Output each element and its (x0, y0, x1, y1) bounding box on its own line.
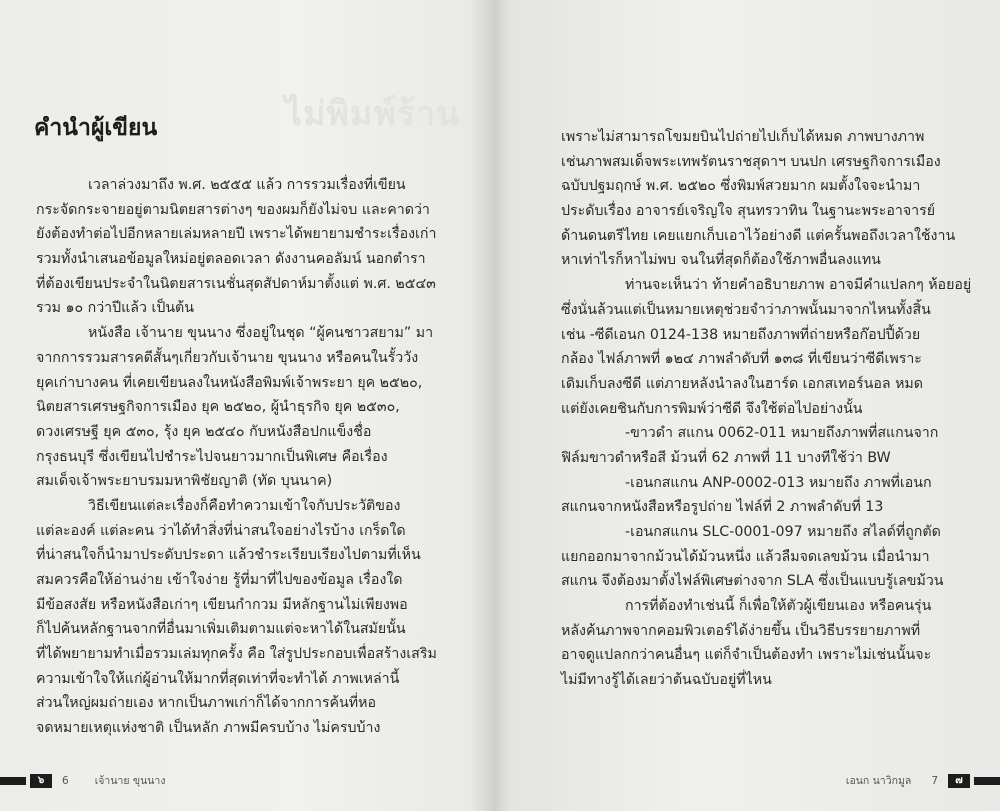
text-line: ไม่มีทางรู้ได้เลยว่าต้นฉบับอยู่ที่ไหน (561, 672, 772, 689)
text-line: รวมทั้งนำเสนอข้อมูลใหม่อยู่ตลอดเวลา ดังงานคอลัมน์ นอกตำรา (36, 251, 426, 268)
text-line: ฉบับปฐมฤกษ์ พ.ศ. ๒๕๒๐ ซึ่งพิมพ์สวยมาก ผมตั้งใจจะนำมา (561, 178, 921, 195)
text-line: สมควรคือให้อ่านง่าย เข้าใจง่าย รู้ที่มาที่ไปของข้อมูล เรื่องใด (36, 572, 403, 588)
page-number: 7 (931, 774, 938, 787)
text-line: รวม ๑๐ กว่าปีแล้ว เป็นต้น (36, 300, 194, 317)
text-line: ยังต้องทำต่อไปอีกหลายเล่มหลายปี เพราะได้พยายามชำระเรื่องเก่า (36, 226, 437, 243)
text-line: ความเข้าใจให้แก่ผู้อ่านให้มากที่สุดเท่าที่จะทำได้ ภาพเหล่านี้ (36, 670, 400, 687)
text-line: กล้อง ไฟล์ภาพที่ ๑๒๔ ภาพลำดับที่ ๑๓๘ ที่เขียนว่าซีดีเพราะ (561, 351, 922, 368)
text-line: ซึ่งนั่นล้วนแต่เป็นหมายเหตุช่วยจำว่าภาพนั้นมาจากไหนทั้งสิ้น (561, 301, 931, 318)
text-line: แต่ยังเคยชินกับการพิมพ์ว่าซีดี จึงใช้ต่อไปอย่างนั้น (561, 400, 863, 417)
running-author: เอนก นาวิกมูล (845, 775, 912, 787)
page-title: คำนำผู้เขียน (34, 115, 158, 141)
text-line: สแกนจากหนังสือหรือรูปถ่าย ไฟล์ที่ 2 ภาพลำดับที่ 13 (561, 499, 884, 516)
right-page (505, 0, 1000, 811)
text-line: ที่ได้พยายามทำเมื่อรวมเล่มทุกครั้ง คือ ใส่รูปประกอบเพื่อสร้างเสริม (36, 646, 437, 663)
text-line: การที่ต้องทำเช่นนี้ ก็เพื่อให้ตัวผู้เขียนเอง หรือคนรุ่น (625, 598, 932, 615)
text-line: เพราะไม่สามารถโขมยบินไปถ่ายไปเก็บได้หมด ภาพบางภาพ (561, 129, 925, 145)
left-body-text (36, 173, 437, 741)
text-line: ด้านดนตรีไทย เคยแยกเก็บเอาไว้อย่างดี แต่ครั้นพอถึงเวลาใช้งาน (561, 227, 956, 244)
text-line: ส่วนใหญ่ผมถ่ายเอง หากเป็นภาพเก่าก็ได้จากการค้นที่หอ (36, 695, 376, 712)
page-number-thai: ๖ (30, 774, 52, 788)
text-line: สแกน จึงต้องมาตั้งไฟล์พิเศษต่างจาก SLA ซึ่งเป็นแบบรู้เลขม้วน (561, 573, 944, 590)
text-line: วิธีเขียนแต่ละเรื่องก็คือทำความเข้าใจกับประวัติของ (88, 497, 401, 514)
text-line: จดหมายเหตุแห่งชาติ เป็นหลัก ภาพมีครบบ้าง ไม่ครบบ้าง (36, 720, 381, 737)
text-line: ท่านจะเห็นว่า ท้ายคำอธิบายภาพ อาจมีคำแปลกๆ ห้อยอยู่ (625, 277, 972, 294)
text-line: ที่น่าสนใจก็นำมาประดับประดา แล้วชำระเรียบเรียงไปตามที่เห็น (36, 547, 421, 564)
footer-bar (974, 777, 1000, 785)
text-line: เวลาล่วงมาถึง พ.ศ. ๒๕๕๕ แล้ว การรวมเรื่องที่เขียน (88, 177, 406, 193)
text-line: -เอนกสแกน SLC-0001-097 หมายถึง สไลด์ที่ถูกตัด (625, 524, 941, 540)
page-number-thai: ๗ (948, 774, 970, 788)
text-line: อาจดูแปลกกว่าคนอื่นๆ แต่ก็จำเป็นต้องทำ เพราะไม่เช่นนั้นจะ (561, 647, 932, 664)
text-line: กรุงธนบุรี ซึ่งเขียนไปชำระไปจนยาวมากเป็นพิเศษ คือเรื่อง (36, 448, 388, 465)
page-number: 6 (62, 774, 69, 787)
text-line: ฟิล์มขาวดำหรือสี ม้วนที่ 62 ภาพที่ 11 บางทีใช้ว่า BW (561, 449, 891, 466)
left-footer (0, 772, 179, 789)
text-line: กระจัดกระจายอยู่ตามนิตยสารต่างๆ ของผมก็ยังไม่จบ และคาดว่า (36, 201, 430, 218)
text-line: เดิมเก็บลงซีดี แต่ภายหลังนำลงในฮาร์ด เอกสเทอร์นอล หมด (561, 375, 923, 392)
text-line: ประดับเรื่อง อาจารย์เจริญใจ สุนทรวาทิน ในฐานะพระอาจารย์ (561, 203, 936, 220)
text-line: มีข้อสงสัย หรือหนังสือเก่าๆ เขียนกำกวม มีหลักฐานไม่เพียงพอ (36, 596, 408, 613)
text-line: แยกออกมาจากม้วนได้ม้วนหนึ่ง แล้วลืมจดเลขม้วน เมื่อนำมา (561, 548, 930, 565)
text-line: หนังสือ เจ้านาย ขุนนาง ซึ่งอยู่ในชุด “ผู้คนชาวสยาม” มา (88, 325, 434, 342)
text-line: ก็ไปค้นหลักฐานจากที่อื่นมาเพิ่มเติมตามแต่จะหาได้ในสมัยนั้น (36, 621, 406, 638)
text-line: -ขาวดำ สแกน 0062-011 หมายถึงภาพที่สแกนจาก (625, 425, 939, 442)
text-line: นิตยสารเศรษฐกิจการเมือง ยุค ๒๕๒๐, ผู้นำธุรกิจ ยุค ๒๕๓๐, (36, 399, 400, 416)
text-line: แต่ละองค์ แต่ละคน ว่าได้ทำสิ่งที่น่าสนใจอย่างไรบ้าง เกร็ดใด (36, 522, 406, 539)
text-line: สมเด็จเจ้าพระยาบรมมหาพิชัยญาติ (ทัด บุนนาค) (36, 473, 333, 490)
text-line: -เอนกสแกน ANP-0002-013 หมายถึง ภาพที่เอนก (625, 474, 932, 491)
text-line: หาเท่าไรก็หาไม่พบ จนในที่สุดก็ต้องใช้ภาพอื่นลงแทน (561, 252, 881, 269)
right-body-text (561, 125, 971, 693)
show-through-title: ไม่พิมพ์ร้าน (285, 94, 461, 134)
left-page (0, 0, 490, 811)
text-line: หลังค้นภาพจากคอมพิวเตอร์ได้ง่ายขึ้น เป็นวิธีบรรยายภาพที่ (561, 622, 921, 639)
text-line: ที่ต้องเขียนประจำในนิตยสารเนชั่นสุดสัปดาห์มาตั้งแต่ พ.ศ. ๒๕๔๓ (36, 275, 436, 292)
text-line: ดวงเศรษฐี ยุค ๕๓๐, รุ้ง ยุค ๒๕๔๐ กับหนังสือปกแข็งชื่อ (36, 423, 372, 440)
text-line: เช่น -ซีดีเอนก 0124-138 หมายถึงภาพที่ถ่ายหรือก๊อปปี้ด้วย (561, 326, 921, 343)
text-line: ยุคเก่าบางคน ที่เคยเขียนลงในหนังสือพิมพ์เจ้าพระยา ยุค ๒๕๒๐, (36, 374, 423, 391)
right-footer (826, 772, 1000, 789)
text-line: จากการรวมสารคดีสั้นๆเกี่ยวกับเจ้านาย ขุนนาง หรือคนในรั้ววัง (36, 349, 419, 366)
footer-bar (0, 777, 26, 785)
running-title: เจ้านาย ขุนนาง (94, 775, 166, 787)
text-line: เช่นภาพสมเด็จพระเทพรัตนราชสุดาฯ บนปก เศรษฐกิจการเมือง (561, 153, 941, 170)
